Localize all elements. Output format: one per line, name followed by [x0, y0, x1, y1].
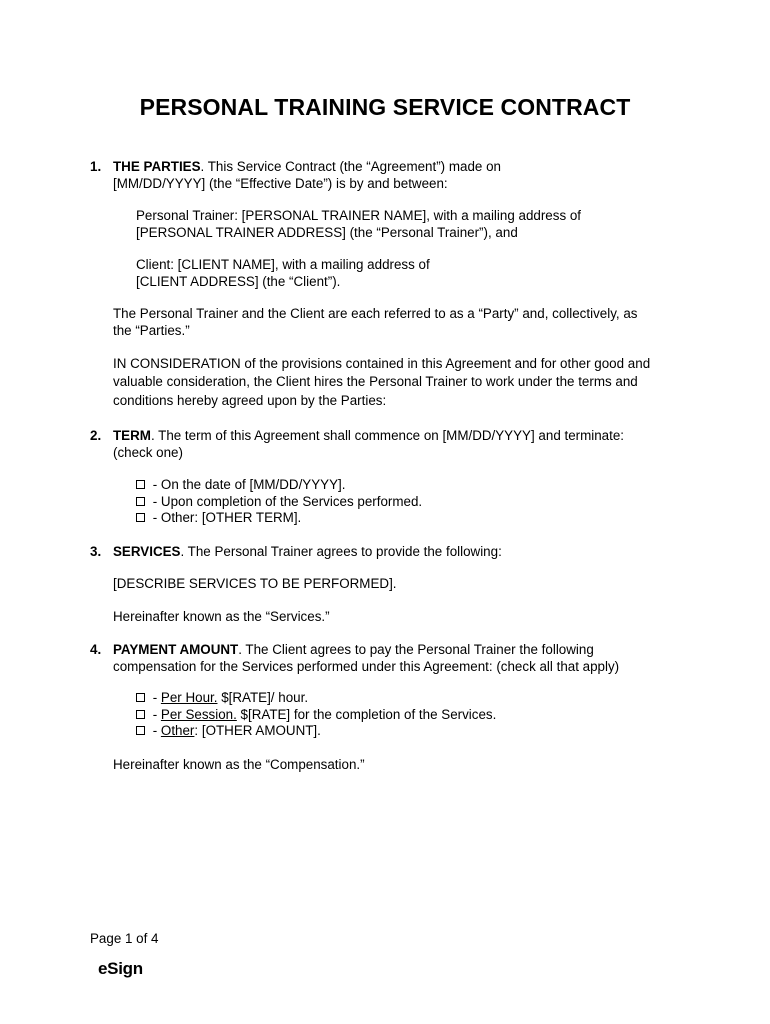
trainer-paragraph: Personal Trainer: [PERSONAL TRAINER NAME], with a mailing address of [PERSONAL TRAINER ADDRESS] (the “Personal Trainer”), and [136, 208, 582, 240]
esign-logo: eSign [98, 959, 143, 978]
section-heading: TERM [113, 428, 151, 443]
payment-option-other: - Other: [OTHER AMOUNT]. [136, 723, 676, 740]
services-known-as: Hereinafter known as the “Services.” [113, 609, 330, 624]
compensation-known-as: Hereinafter known as the “Compensation.” [113, 757, 365, 772]
payment-options [136, 690, 676, 740]
section-number: 4. [90, 642, 102, 657]
section-payment [90, 642, 690, 675]
checkbox[interactable] [136, 513, 145, 522]
client-paragraph: Client: [CLIENT NAME], with a mailing address of [CLIENT ADDRESS] (the “Client”). [136, 257, 430, 289]
section-number: 3. [90, 544, 102, 559]
section-heading: SERVICES [113, 544, 181, 559]
term-options [136, 477, 676, 527]
section-text: . The Personal Trainer agrees to provide the following: [180, 544, 502, 559]
term-option-completion: - Upon completion of the Services performed. [136, 494, 676, 511]
checkbox[interactable] [136, 726, 145, 735]
payment-option-hour: - Per Hour. $[RATE]/ hour. [136, 690, 676, 707]
section-services [90, 544, 690, 561]
checkbox[interactable] [136, 693, 145, 702]
document-title: PERSONAL TRAINING SERVICE CONTRACT [139, 94, 631, 120]
checkbox[interactable] [136, 497, 145, 506]
section-text: (check one) [113, 444, 183, 460]
section-number: 2. [90, 428, 102, 443]
services-description: [DESCRIBE SERVICES TO BE PERFORMED]. [113, 576, 397, 591]
consideration-paragraph: IN CONSIDERATION of the provisions contained in this Agreement and for other good and valuable consideration, the Client hires the Personal Trainer to work under the terms and conditions hereby agreed upon by the Parties: [113, 356, 651, 408]
section-text: . The term of this Agreement shall commence on [MM/DD/YYYY] and terminate: [150, 428, 625, 443]
section-term [90, 428, 690, 461]
section-text: [MM/DD/YYYY] (the “Effective Date”) is by and between: [113, 175, 448, 191]
section-text: . The Client agrees to pay the Personal Trainer the following [238, 642, 594, 657]
section-heading: THE PARTIES [113, 159, 201, 174]
section-number: 1. [90, 159, 102, 174]
term-option-date: - On the date of [MM/DD/YYYY]. [136, 477, 676, 494]
section-parties [90, 159, 690, 192]
payment-option-session: - Per Session. $[RATE] for the completion of the Services. [136, 707, 676, 724]
page-number: Page 1 of 4 [90, 931, 159, 946]
section-text: compensation for the Services performed under this Agreement: (check all that apply) [113, 658, 620, 674]
term-option-other: - Other: [OTHER TERM]. [136, 510, 676, 527]
checkbox[interactable] [136, 480, 145, 489]
section-text: . This Service Contract (the “Agreement”) made on [200, 159, 501, 174]
checkbox[interactable] [136, 710, 145, 719]
section-heading: PAYMENT AMOUNT [113, 642, 239, 657]
parties-paragraph: The Personal Trainer and the Client are each referred to as a “Party” and, collectively, as the “Parties.” [113, 306, 638, 338]
